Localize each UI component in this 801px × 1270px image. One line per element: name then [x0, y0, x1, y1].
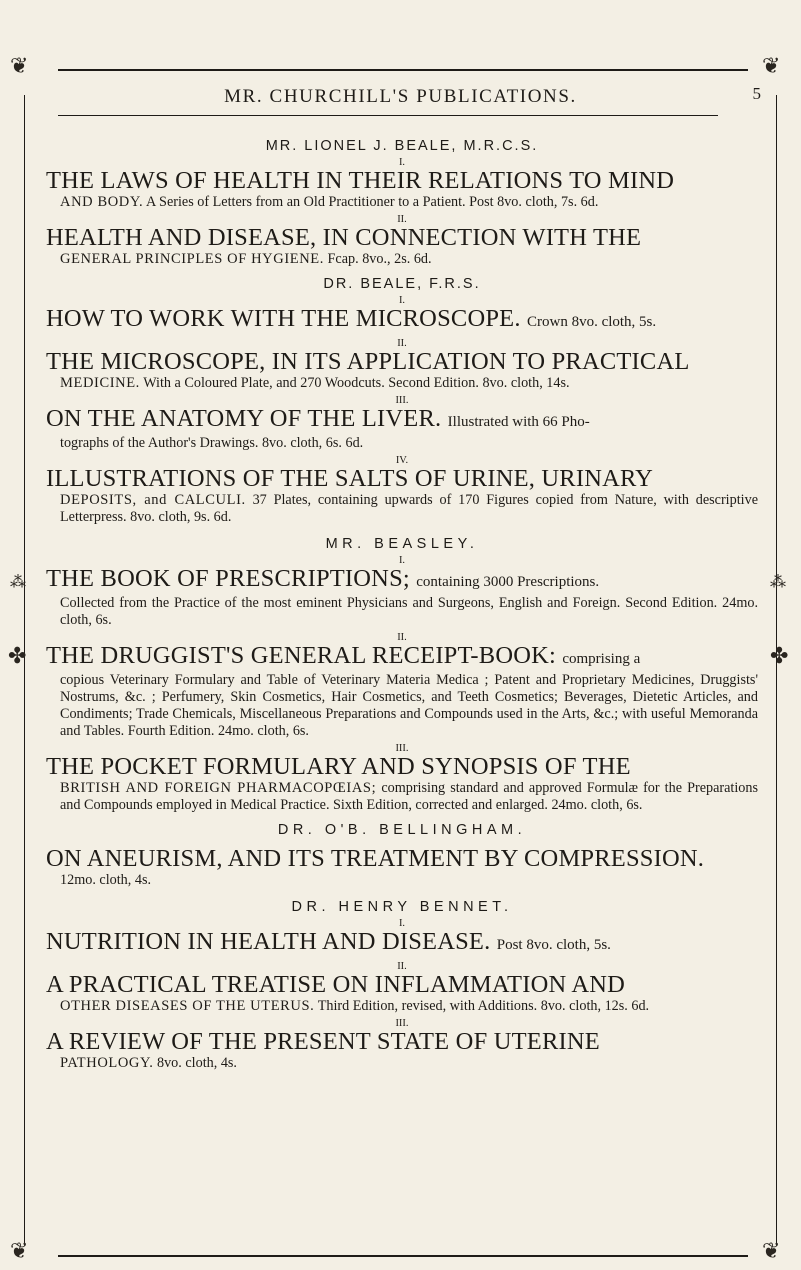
book-entry — [46, 744, 758, 814]
corner-ornament-icon: ❦ — [762, 53, 781, 78]
book-title: NUTRITION IN HEALTH AND DISEASE. — [46, 928, 491, 955]
book-title: ON THE ANATOMY OF THE LIVER. — [46, 405, 442, 432]
author-section — [46, 822, 758, 889]
book-details: comprising standard and approved Formulæ for the Preparations and Compounds employed in Medical Practice. Sixth Edition, corrected and enlarged. 24mo. cloth, 6s. — [60, 780, 759, 813]
side-ornament-icon: ✤ — [770, 643, 789, 668]
book-details: 8vo. cloth, 4s. — [156, 1055, 237, 1071]
book-title-line — [46, 566, 758, 595]
book-description — [46, 595, 758, 629]
book-subtitle: DEPOSITS, and CALCULI. — [60, 492, 246, 508]
book-title-line — [46, 306, 758, 335]
book-title: THE POCKET FORMULARY AND SYNOPSIS OF THE — [46, 753, 631, 780]
author-heading: MR. LIONEL J. BEALE, M.R.C.S. — [265, 138, 539, 154]
book-details: Third Edition, revised, with Additions. 8vo. cloth, 12s. 6d. — [317, 998, 650, 1014]
side-ornament-icon: ✤ — [8, 643, 27, 668]
side-ornament-icon: ⁂ — [770, 574, 786, 591]
book-entry — [46, 339, 758, 392]
book-details: Collected from the Practice of the most eminent Physicians and Surgeons, English and Foreign. Second Edition. 24mo. cloth, 6s. — [60, 595, 758, 628]
book-title-note: Post 8vo. cloth, 5s. — [496, 937, 611, 953]
right-border-rule — [776, 95, 777, 1245]
head-underline-rule — [58, 115, 718, 116]
volume-number: I. — [398, 555, 406, 566]
book-title: ON ANEURISM, AND ITS TREATMENT BY COMPRESSION. — [46, 845, 705, 872]
book-title: A REVIEW OF THE PRESENT STATE OF UTERINE — [46, 1028, 600, 1055]
author-section — [46, 536, 758, 814]
volume-number: II. — [397, 214, 407, 225]
author-section — [46, 899, 758, 1072]
book-entry — [46, 919, 758, 958]
book-entry — [46, 1019, 758, 1072]
volume-number: III. — [395, 743, 409, 754]
volume-number: III. — [395, 1018, 409, 1029]
book-entry — [46, 556, 758, 629]
running-head: MR. CHURCHILL'S PUBLICATIONS. — [224, 86, 577, 107]
book-title: ILLUSTRATIONS OF THE SALTS OF URINE, URINARY — [46, 465, 654, 492]
book-entry — [46, 215, 758, 268]
book-description — [46, 672, 758, 740]
book-title-line — [46, 972, 758, 998]
book-entry — [46, 962, 758, 1015]
volume-number: III. — [395, 395, 409, 406]
book-subtitle: OTHER DISEASES OF THE UTERUS. — [60, 998, 315, 1014]
book-title-note: Illustrated with 66 Pho- — [447, 414, 590, 430]
book-subtitle: BRITISH AND FOREIGN PHARMACOPŒIAS; — [60, 780, 377, 796]
book-title-line — [46, 929, 758, 958]
book-details: 37 Plates, containing upwards of 170 Figures copied from Nature, with descriptive Letterpress. 8vo. cloth, 9s. 6d. — [60, 492, 758, 525]
book-title: A PRACTICAL TREATISE ON INFLAMMATION AND — [46, 971, 626, 998]
left-border-rule — [24, 95, 25, 1245]
book-title-note: containing 3000 Prescriptions. — [416, 574, 600, 590]
book-title-note: comprising a — [562, 651, 641, 667]
book-description — [46, 780, 758, 814]
book-title: THE LAWS OF HEALTH IN THEIR RELATIONS TO MIND — [46, 167, 675, 194]
bottom-border-rule — [58, 1255, 748, 1257]
book-description — [46, 998, 758, 1015]
book-details: 12mo. cloth, 4s. — [60, 872, 152, 888]
author-heading: DR. BEALE, F.R.S. — [323, 276, 481, 292]
book-entry — [46, 456, 758, 526]
book-title-line — [46, 643, 758, 672]
book-description — [46, 492, 758, 526]
book-subtitle: GENERAL PRINCIPLES OF HYGIENE. — [60, 251, 324, 267]
book-title-line — [46, 406, 758, 435]
book-title-line — [46, 846, 758, 872]
book-description — [46, 251, 758, 268]
book-title: HEALTH AND DISEASE, IN CONNECTION WITH THE — [46, 224, 642, 251]
book-entry — [46, 396, 758, 452]
book-description — [46, 194, 758, 211]
book-title-line — [46, 1029, 758, 1055]
book-title-line — [46, 168, 758, 194]
book-description — [46, 375, 758, 392]
book-description — [46, 1055, 758, 1072]
book-details: tographs of the Author's Drawings. 8vo. cloth, 6s. 6d. — [60, 435, 364, 451]
author-heading: MR. BEASLEY. — [325, 536, 479, 552]
book-title-note: Crown 8vo. cloth, 5s. — [526, 314, 657, 330]
volume-number: IV. — [395, 455, 409, 466]
volume-number: I. — [398, 295, 406, 306]
book-description — [46, 872, 758, 889]
volume-number: I. — [398, 918, 406, 929]
volume-number: II. — [397, 632, 407, 643]
book-details: A Series of Letters from an Old Practitioner to a Patient. Post 8vo. cloth, 7s. 6d. — [146, 194, 599, 210]
book-subtitle: PATHOLOGY. — [60, 1055, 154, 1071]
corner-ornament-icon: ❦ — [10, 53, 29, 78]
volume-number: II. — [397, 338, 407, 349]
book-title: THE BOOK OF PRESCRIPTIONS; — [46, 565, 410, 592]
book-title-line — [46, 349, 758, 375]
author-heading: DR. HENRY BENNET. — [291, 899, 513, 915]
author-section — [46, 138, 758, 268]
author-heading: DR. O'B. BELLINGHAM. — [277, 822, 527, 838]
book-entry — [46, 296, 758, 335]
side-ornament-icon: ⁂ — [10, 574, 26, 591]
book-title: THE MICROSCOPE, IN ITS APPLICATION TO PRACTICAL — [46, 348, 690, 375]
corner-ornament-icon: ❦ — [762, 1238, 781, 1263]
corner-ornament-icon: ❦ — [10, 1238, 29, 1263]
book-details: Fcap. 8vo., 2s. 6d. — [327, 251, 432, 267]
volume-number: II. — [397, 961, 407, 972]
book-title: HOW TO WORK WITH THE MICROSCOPE. — [46, 305, 521, 332]
book-details: copious Veterinary Formulary and Table of Veterinary Materia Medica ; Patent and Proprietary Medicines, Druggists' Nostrums, &c. ; Perfumery, Skin Cosmetics, Hair Cosmetics, and Teeth Cosmetics; Beverages, Dietetic Articles, and Condiments; Trade Chemicals, Miscellaneous Preparations and Compounds used in the Arts, &c.; with useful Memoranda and Tables. Fourth Edition. 24mo. cloth, 6s. — [60, 672, 758, 739]
book-title-line — [46, 225, 758, 251]
volume-number: I. — [398, 157, 406, 168]
book-entry — [46, 842, 758, 889]
book-description — [46, 435, 758, 452]
book-title-line — [46, 466, 758, 492]
book-title-line — [46, 754, 758, 780]
author-section — [46, 276, 758, 526]
book-title: THE DRUGGIST'S GENERAL RECEIPT-BOOK: — [46, 642, 557, 669]
book-subtitle: AND BODY. — [60, 194, 144, 210]
book-details: With a Coloured Plate, and 270 Woodcuts. Second Edition. 8vo. cloth, 14s. — [143, 375, 570, 391]
top-border-rule — [58, 69, 748, 71]
book-entry — [46, 158, 758, 211]
book-subtitle: MEDICINE. — [60, 375, 140, 391]
publication-list — [46, 138, 758, 1072]
page-number: 5 — [752, 84, 761, 103]
book-entry — [46, 633, 758, 740]
